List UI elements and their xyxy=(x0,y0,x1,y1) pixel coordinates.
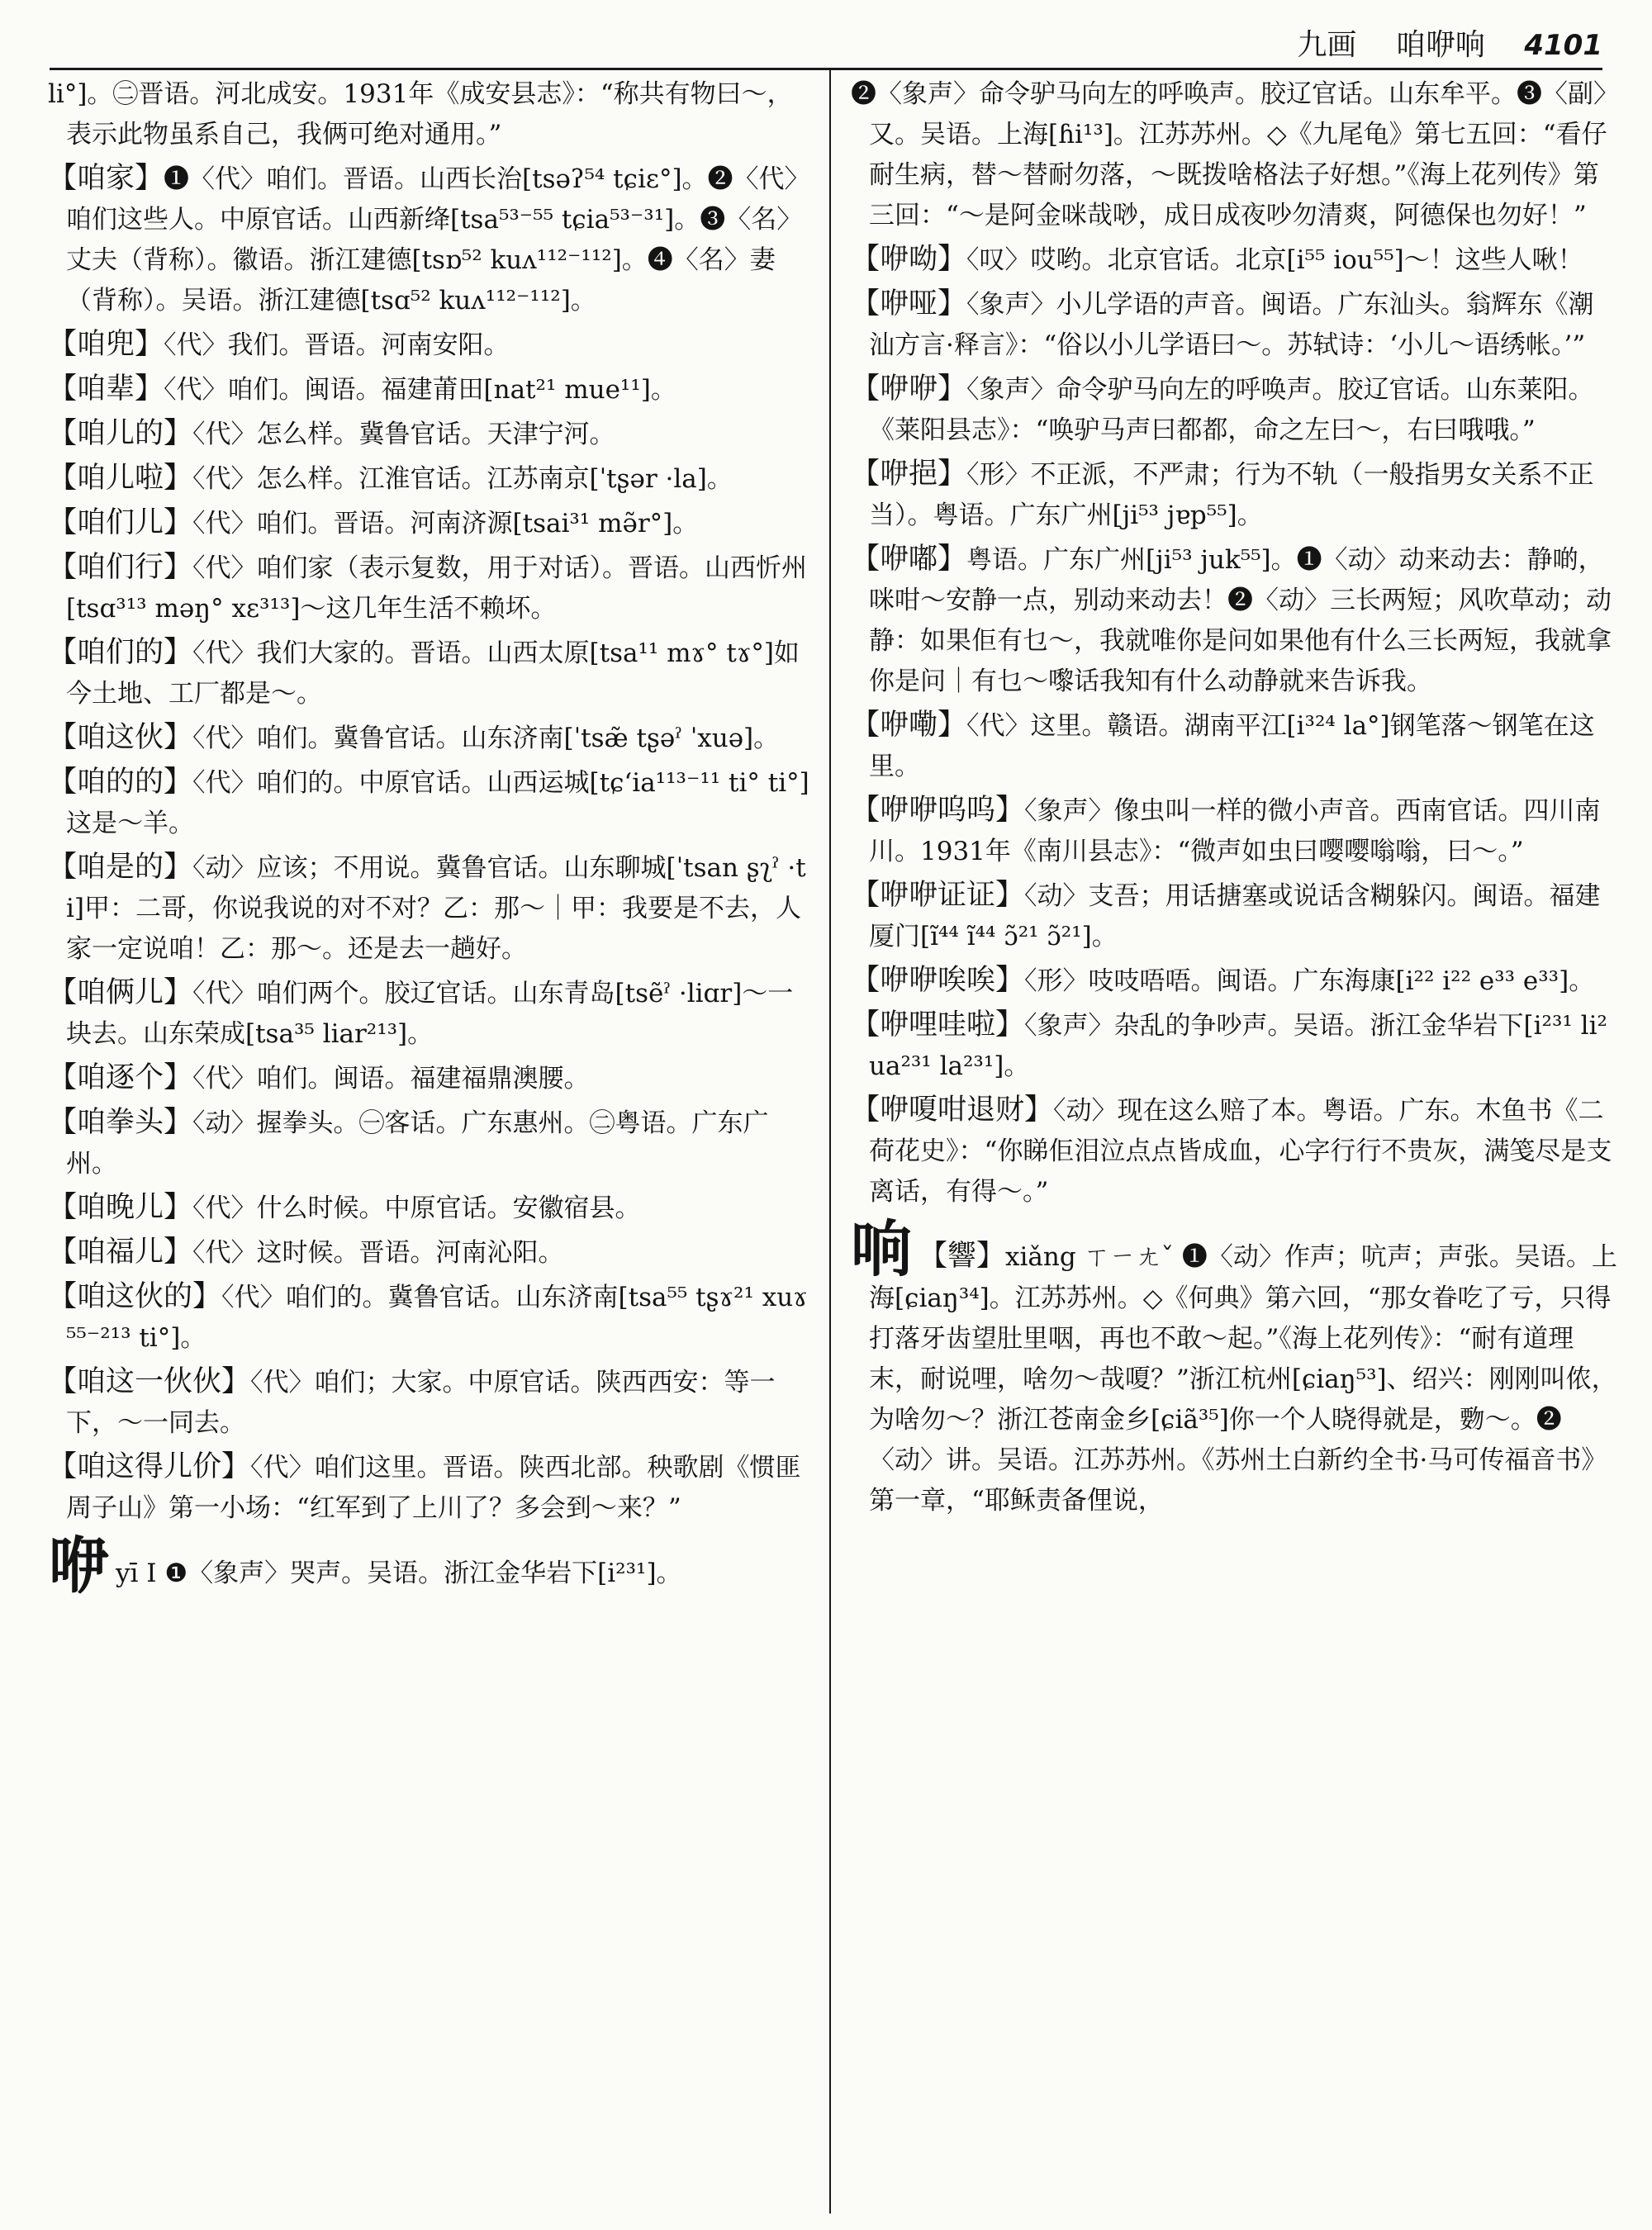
headword: 【咿挹】 xyxy=(851,458,967,491)
entry xyxy=(48,1362,809,1444)
character-entry xyxy=(851,1214,1619,1521)
definition: 〈代〉咱们。闽语。福建莆田[nat²¹ mue¹¹]。 xyxy=(164,375,676,405)
header-characters: 咱咿响 xyxy=(1395,28,1485,62)
headword: 【咱福儿】 xyxy=(48,1236,193,1269)
column-divider xyxy=(829,70,831,2213)
headword: 【咱这伙的】 xyxy=(48,1280,222,1313)
page-header xyxy=(50,15,1602,70)
headword: 【咿哑】 xyxy=(851,287,967,320)
headword: 【咱晚儿】 xyxy=(48,1191,193,1224)
headword: 【咱俩儿】 xyxy=(48,976,193,1009)
right-column xyxy=(851,74,1619,2205)
headword: 【咿咿证证】 xyxy=(851,879,1025,912)
entry xyxy=(48,1277,809,1359)
definition: xiǎng ㄒㄧㄤˇ ❶〈动〉作声；吭声；声张。吴语。上海[ɕiaŋ³⁴]。江苏苏州。◇《何典》第六回，“那女眷吃了亏，只得打落牙齿望肚里咽，再也不敢～起。”《海上花列传》：“耐有道理末，耐说哩，啥勿～哉嗄？”浙江杭州[ɕiaŋ⁵³]、绍兴：刚刚叫侬，为啥勿～？浙江苍南金乡[ɕiã³⁵]你一个人晓得就是，覅～。❷〈动〉讲。吴语。江苏苏州。《苏州土白新约全书·马可传福音书》第一章，“耶稣责备俚说， xyxy=(869,1242,1617,1516)
definition: 〈代〉怎么样。冀鲁官话。天津宁河。 xyxy=(192,420,615,449)
entry xyxy=(851,790,1619,872)
headword: 【咱是的】 xyxy=(48,851,193,884)
entry xyxy=(48,458,809,500)
definition: 〈代〉这里。赣语。湖南平江[i³²⁴ la°]钢笔落～钢笔在这里。 xyxy=(869,711,1595,781)
entry xyxy=(851,961,1619,1002)
headword: 【咿哩哇啦】 xyxy=(851,1008,1025,1041)
entry xyxy=(48,1447,809,1529)
entry xyxy=(851,1005,1619,1087)
headword: 【咱这得儿价】 xyxy=(48,1450,251,1483)
headword: 【咿呦】 xyxy=(851,243,967,276)
headword: 【咱逐个】 xyxy=(48,1061,193,1094)
entry xyxy=(48,503,809,544)
headword: 【咱拳头】 xyxy=(48,1106,193,1139)
definition: 〈动〉握拳头。㊀客话。广东惠州。㊁粤语。广东广州。 xyxy=(66,1108,769,1179)
entry xyxy=(48,414,809,455)
definition: 〈代〉这时候。晋语。河南沁阳。 xyxy=(192,1238,564,1268)
headword: 【咱辈】 xyxy=(48,372,164,406)
headword: 【咱们儿】 xyxy=(48,506,193,539)
entry xyxy=(48,159,809,321)
definition: 〈形〉不正派，不严肃；行为不轨（一般指男女关系不正当）。粤语。广东广州[ji⁵³ jɐp⁵⁵]。 xyxy=(869,460,1594,530)
entry xyxy=(48,973,809,1055)
entry xyxy=(48,1232,809,1274)
headword: 【咿咿唉唉】 xyxy=(851,964,1025,997)
entry xyxy=(851,454,1619,536)
entry xyxy=(851,369,1619,451)
definition: 〈代〉咱们。冀鲁官话。山东济南[ˈtsæ̃ tʂəˀ ˈxuə]。 xyxy=(192,724,780,753)
entry xyxy=(851,705,1619,787)
head-character: 咿 xyxy=(48,1530,109,1601)
definition: 〈叹〉哎哟。北京官话。北京[i⁵⁵ iou⁵⁵]～！这些人啾！ xyxy=(966,245,1583,275)
entry xyxy=(48,1058,809,1099)
page-number: 4101 xyxy=(1524,29,1602,62)
entry xyxy=(851,875,1619,957)
definition: 〈代〉什么时候。中原官话。安徽宿县。 xyxy=(192,1193,641,1223)
definition: 〈象声〉杂乱的争吵声。吴语。浙江金华岩下[i²³¹ li² ua²³¹ la²³¹]。 xyxy=(869,1011,1607,1081)
entry xyxy=(48,718,809,759)
definition: 〈代〉咱们两个。胶辽官话。山东青岛[tsẽˀ ·liɑr]～一块去。山东荣成[tsa³⁵ liar²¹³]。 xyxy=(66,979,794,1049)
headword: 【咿嘞】 xyxy=(851,709,967,742)
headword: 【咱家】 xyxy=(48,162,164,195)
definition: 〈代〉咱们的。冀鲁官话。山东济南[tsa⁵⁵ tʂɤ²¹ xuɤ⁵⁵⁻²¹³ ti°]。 xyxy=(66,1283,808,1353)
entry xyxy=(851,240,1619,281)
entry xyxy=(48,1103,809,1184)
definition: 〈代〉咱们这里。晋语。陕西北部。秧歌剧《惯匪周子山》第一小场：“红军到了上川了？多会到～来？” xyxy=(66,1453,801,1523)
headword: 【咱兜】 xyxy=(48,328,164,361)
definition: ❷〈象声〉命令驴马向左的呼唤声。胶辽官话。山东牟平。❸〈副〉又。吴语。上海[ɦi¹³]。江苏苏州。◇《九尾龟》第七五回：“看仔耐生病，替～替耐勿落，～既拨啥格法子好想。”《海上花列传》第三回：“～是阿金咪哉唦，成日成夜吵勿清爽，阿德保也勿好！” xyxy=(851,79,1619,230)
definition: 〈代〉咱们。晋语。河南济源[tsai³¹ mə̃r°]。 xyxy=(192,509,699,539)
definition: 〈象声〉像虫叫一样的微小声音。西南官话。四川南川。1931年《南川县志》：“微声如虫曰嘤嘤嗡嗡，曰～。” xyxy=(869,796,1601,866)
entry xyxy=(48,548,809,629)
definition: 〈代〉咱们家（表示复数，用于对话）。晋语。山西忻州[tsɑ³¹³ məŋ° xɛ³¹³]～这几年生活不赖坏。 xyxy=(66,553,808,624)
left-column xyxy=(48,74,809,2205)
headword: 【咱儿啦】 xyxy=(48,462,193,495)
entry xyxy=(48,325,809,366)
definition: 〈代〉怎么样。江淮官话。江苏南京[ˈtʂər ·la]。 xyxy=(192,464,733,494)
definition: 〈动〉支吾；用话搪塞或说话含糊躲闪。闽语。福建厦门[ĩ⁴⁴ ĩ⁴⁴ ɔ̃²¹ ɔ̃²¹]。 xyxy=(869,881,1601,951)
headword: 【咱们行】 xyxy=(48,551,193,584)
headword: 【咿嘟】 xyxy=(851,543,967,576)
entry xyxy=(48,1188,809,1229)
entry xyxy=(851,284,1619,366)
entry xyxy=(851,1090,1619,1212)
definition: 〈动〉应该；不用说。冀鲁官话。山东聊城[ˈtsan ʂʅˀ ·ti]甲：二哥，你说我说的对不对？乙：那～｜甲：我要是不去，人家一定说咱！乙：那～。还是去一趟好。 xyxy=(66,853,806,964)
entry xyxy=(48,847,809,970)
definition: 〈象声〉命令驴马向左的呼唤声。胶辽官话。山东莱阳。《莱阳县志》：“唤驴马声曰都都，命之左曰～，右曰哦哦。” xyxy=(869,375,1594,445)
definition: 〈代〉咱们。闽语。福建福鼎澳腰。 xyxy=(192,1064,590,1094)
definition: yī Ⅰ ❶〈象声〉哭声。吴语。浙江金华岩下[i²³¹]。 xyxy=(116,1559,682,1588)
stroke-count: 九画 xyxy=(1297,28,1357,62)
definition: 〈动〉现在这么赔了本。粤语。广东。木鱼书《二荷花史》：“你睇佢泪泣点点皆成血，心字行行不贵灰，满笺尽是支离话，有得～。” xyxy=(869,1096,1612,1207)
headword: 【咿咿呜呜】 xyxy=(851,794,1025,827)
definition: ❶〈代〉咱们。晋语。山西长治[tsəʔ⁵⁴ tɕiɛ°]。❷〈代〉咱们这些人。中原官话。山西新绛[tsa⁵³⁻⁵⁵ tɕia⁵³⁻³¹]。❸〈名〉丈夫（背称）。徽语。浙江建德[tsɒ⁵² kuʌ¹¹²⁻¹¹²]。❹〈名〉妻（背称）。吴语。浙江建德[tsɑ⁵² kuʌ¹¹²⁻¹¹²]。 xyxy=(66,164,803,316)
headword: 【咱的的】 xyxy=(48,766,193,799)
definition: 〈代〉咱们；大家。中原官话。陕西西安：等一下，～一同去。 xyxy=(66,1368,776,1438)
entry xyxy=(48,762,809,844)
headword: 【咱们的】 xyxy=(48,636,193,669)
character-entry xyxy=(48,1530,809,1601)
headword: 【咱儿的】 xyxy=(48,417,193,450)
entry xyxy=(48,369,809,410)
definition: 〈象声〉小儿学语的声音。闽语。广东汕头。翁辉东《潮汕方言·释言》：“俗以小儿学语曰～。苏轼诗：‘小儿～语绣帐。’” xyxy=(869,290,1594,360)
entry xyxy=(851,74,1619,236)
entry xyxy=(851,539,1619,702)
definition: 〈代〉我们。晋语。河南安阳。 xyxy=(164,330,510,360)
headword: 【咿咿】 xyxy=(851,372,967,406)
headword: 【咱这伙】 xyxy=(48,721,193,754)
entry xyxy=(48,633,809,714)
definition: 粤语。广东广州[ji⁵³ juk⁵⁵]。❶〈动〉动来动去：静啲，咪咁～安静一点，别动来动去！❷〈动〉三长两短；风吹草动；动静：如果佢有乜～，我就唯你是问如果他有什么三长两短，我就拿你是问｜有乜～嚟话我知有什么动静就来告诉我。 xyxy=(869,545,1612,696)
headword: 【咱这一伙伙】 xyxy=(48,1365,251,1398)
running-head xyxy=(1297,21,1602,64)
definition: 〈代〉我们大家的。晋语。山西太原[tsa¹¹ mɤ° tɤ°]如今土地、工厂都是～。 xyxy=(66,638,800,709)
traditional-form: 【響】 xyxy=(919,1240,1006,1273)
entry: li°]。㊁晋语。河北成安。1931年《成安县志》：“称共有物曰～，表示此物虽系自己，我俩可绝对通用。” xyxy=(48,79,793,149)
headword: 【咿嗄咁退财】 xyxy=(851,1094,1054,1127)
definition: 〈代〉咱们的。中原官话。山西运城[tɕʻia¹¹³⁻¹¹ ti° ti°]这是～羊。 xyxy=(66,768,809,838)
definition: 〈形〉吱吱唔唔。闽语。广东海康[i²² i²² e³³ e³³]。 xyxy=(1024,966,1595,996)
head-character: 响 xyxy=(851,1214,912,1285)
